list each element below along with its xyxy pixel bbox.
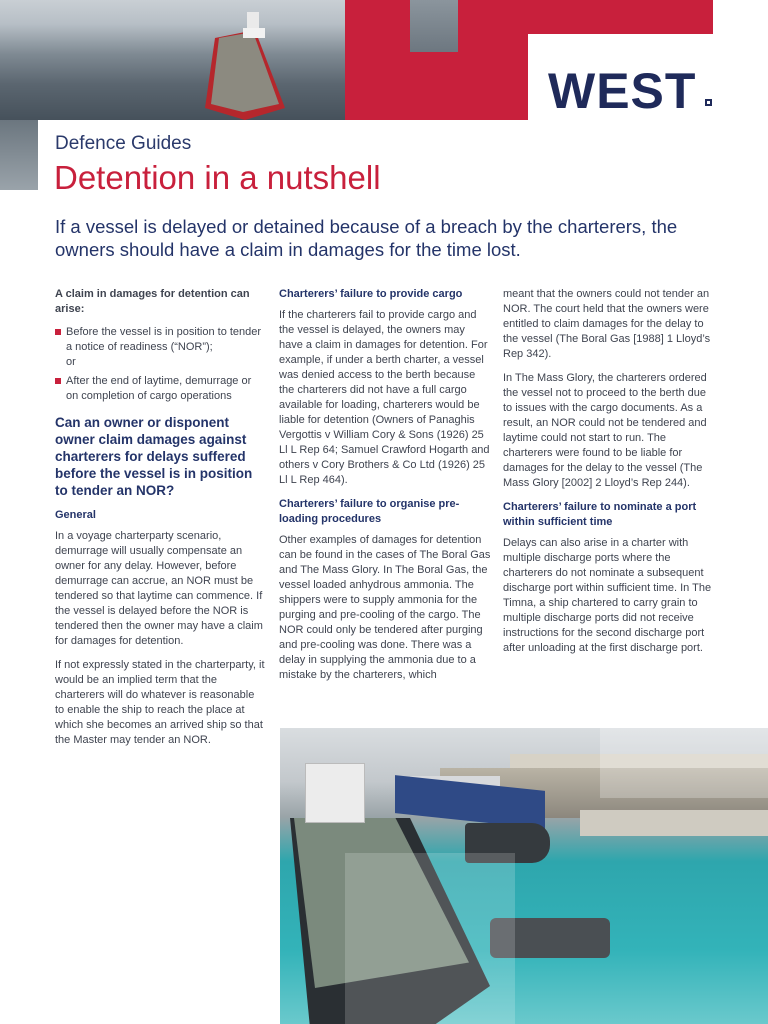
general-heading: General xyxy=(55,509,96,521)
cargo-paragraph: If the charterers fail to provide cargo and the vessel is delayed, the owners may have a claim in damages for detention. For example, if under a berth charter, a vessel was denied access to the berth because the charterers did not have a full cargo available for loading, charterers would be liable for detention (Owners of Panaghis Vergottis v William Cory & Sons (1926) 25 Ll L Rep 64; Samuel Crawford Hogarth and others v Cory Brothers & Co Ltd (1926) 25 Ll L Rep 464). xyxy=(279,309,490,486)
preloading-paragraph: Other examples of damages for detention can be found in the cases of The Boral Gas and The Mass Glory. In The Boral Gas, the vessel loaded anhydrous ammonia. The shippers were to supply ammonia for the purging and pre-cooling of the cargo. The NOR could only be tendered after purging and pre-cooling was done. There was a delay in supplying the ammonia due to a mistake by the charterers, which xyxy=(279,534,491,681)
brand-red-strip xyxy=(528,0,713,34)
west-logo: WEST xyxy=(548,63,697,119)
general-paragraph-2: If not expressly stated in the charterparty, it would be an implied term that the charterers will do whatever is reasonable to enable the ship to reach the place at which she becomes an arrived ship so that the Master may tender an NOR. xyxy=(55,659,265,746)
red-square-bullet-icon xyxy=(55,378,61,384)
photo-overlay-square xyxy=(345,853,515,1024)
column-1 xyxy=(55,287,265,757)
bullet-item xyxy=(55,374,265,404)
photo-overlay-square-2 xyxy=(600,728,768,798)
logo-dot-icon xyxy=(705,99,712,106)
page-title: Detention in a nutshell xyxy=(54,159,381,196)
column-2 xyxy=(279,287,491,692)
brand-photo-square xyxy=(410,0,458,52)
column-3 xyxy=(503,287,713,665)
timna-paragraph: Delays can also arise in a charter with multiple discharge ports where the charterers do not nominate a subsequent discharge port within sufficient time. In The Timna, a ship chartered to carry grain to multiple discharge ports did not receive instructions for the second discharge port after unloading at the first discharge port. xyxy=(503,537,712,654)
cargo-heading: Charterers’ failure to provide cargo xyxy=(279,288,463,300)
tanker-photo xyxy=(0,0,345,120)
boral-gas-paragraph: meant that the owners could not tender an NOR. The court held that the owners were entitled to claim damages for the delay to the vessel (The Boral Gas [1988] 1 Lloyd’s Rep 342). xyxy=(503,288,711,360)
claim-intro: A claim in damages for detention can arise: xyxy=(55,288,250,315)
red-square-bullet-icon xyxy=(55,329,61,335)
bullet-text: Before the vessel is in position to tender a notice of readiness (“NOR”); xyxy=(66,326,262,353)
tanker-ship-image xyxy=(185,8,295,120)
tanker-bridge xyxy=(305,763,365,823)
sea-photo-strip xyxy=(0,120,38,190)
question-heading: Can an owner or disponent owner claim damages against charterers for delays suffered before the vessel is in position to tender an NOR? xyxy=(55,415,253,498)
quay xyxy=(580,810,768,836)
bullet-text: After the end of laytime, demurrage or on completion of cargo operations xyxy=(66,375,252,402)
section-label: Defence Guides xyxy=(55,133,192,154)
bullet-or: or xyxy=(66,356,76,368)
general-paragraph-1: In a voyage charterparty scenario, demurrage will usually compensate an owner for any delay. However, before demurrage can accrue, an NOR must be tendered so that laytime can commence. If the vessel is delayed before the NOR is tendered then the owner may have a claim for damages for detention. xyxy=(55,530,263,647)
preloading-heading: Charterers’ failure to organise pre-loading procedures xyxy=(279,498,460,525)
harbour-photo xyxy=(280,728,768,1024)
lead-paragraph: If a vessel is delayed or detained because of a breach by the charterers, the owners should have a claim in damages for the time lost. xyxy=(55,216,678,260)
nominate-port-heading: Charterers’ failure to nominate a port within sufficient time xyxy=(503,501,697,528)
bullet-item xyxy=(55,325,265,355)
mass-glory-paragraph: In The Mass Glory, the charterers ordered the vessel not to proceed to the berth due to issues with the cargo documents. As a result, an NOR could not be tendered and laytime could not start to run. The charterers were found to be liable for damages for the delay to the vessel (The Mass Glory [2002] 2 Lloyd’s Rep 244). xyxy=(503,372,707,489)
